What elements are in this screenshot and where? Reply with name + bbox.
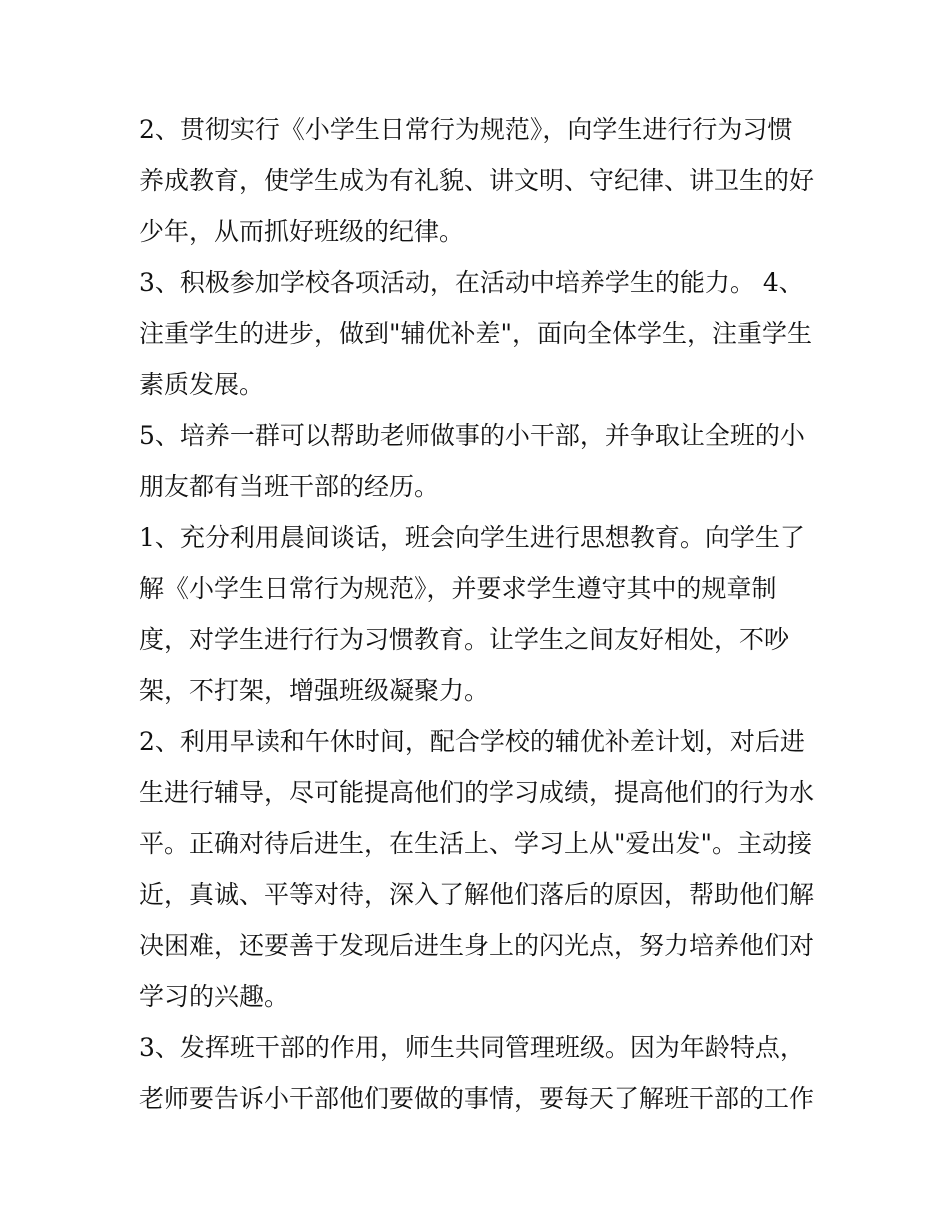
text-line: 近，真诚、平等对待，深入了解他们落后的原因，帮助他们解 (139, 880, 815, 909)
text-line: 养成教育，使学生成为有礼貌、讲文明、守纪律、讲卫生的好 (139, 166, 815, 195)
text-line: 架，不打架，增强班级凝聚力。 (139, 676, 490, 705)
text-line: 1、充分利用晨间谈话，班会向学生进行思想教育。向学生了 (139, 523, 805, 552)
text-line: 决困难，还要善于发现后进生身上的闪光点，努力培养他们对 (139, 931, 815, 960)
text-line: 朋友都有当班干部的经历。 (139, 472, 440, 501)
text-line: 解《小学生日常行为规范》，并要求学生遵守其中的规章制 (139, 574, 777, 603)
text-line: 注重学生的进步，做到"辅优补差"，面向全体学生，注重学生 (139, 319, 813, 348)
text-line: 度，对学生进行行为习惯教育。让学生之间友好相处，不吵 (139, 625, 790, 654)
text-line: 3、积极参加学校各项活动，在活动中培养学生的能力。 4、 (139, 268, 804, 297)
text-line: 5、培养一群可以帮助老师做事的小干部，并争取让全班的小 (139, 421, 805, 450)
text-line: 2、利用早读和午休时间，配合学校的辅优补差计划，对后进 (139, 727, 805, 756)
text-line: 生进行辅导，尽可能提高他们的学习成绩，提高他们的行为水 (139, 778, 815, 807)
text-line: 2、贯彻实行《小学生日常行为规范》，向学生进行行为习惯 (139, 115, 793, 144)
text-line: 3、发挥班干部的作用，师生共同管理班级。因为年龄特点， (139, 1033, 805, 1062)
text-line: 学习的兴趣。 (139, 982, 290, 1011)
text-line: 老师要告诉小干部他们要做的事情，要每天了解班干部的工作 (139, 1084, 815, 1113)
text-line: 平。正确对待后进生，在生活上、学习上从"爱出发"。主动接 (139, 829, 813, 858)
document-body (139, 104, 829, 1124)
text-line: 素质发展。 (139, 370, 265, 399)
text-line: 少年，从而抓好班级的纪律。 (139, 217, 465, 246)
